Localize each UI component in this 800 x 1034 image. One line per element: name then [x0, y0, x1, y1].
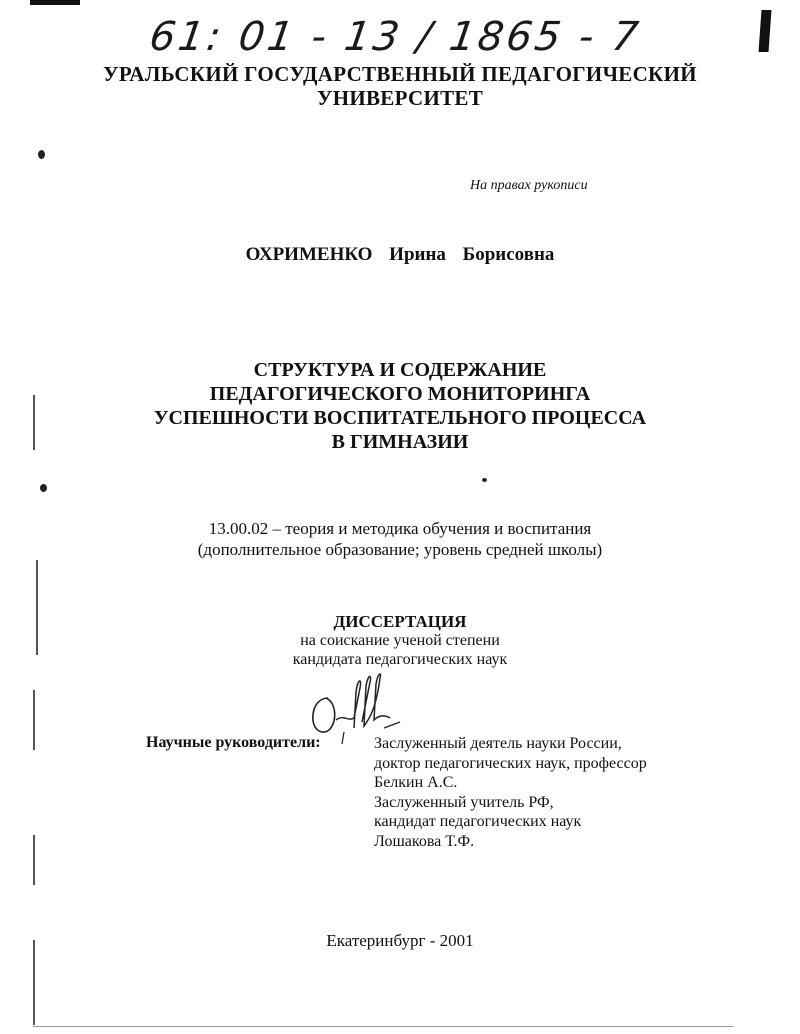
supervisors-label: Научные руководители:	[146, 734, 321, 751]
dissertation-block	[0, 612, 800, 669]
specialty-line: (дополнительное образование; уровень средней школы)	[197, 540, 603, 559]
specialty-line: 13.00.02 – теория и методика обучения и воспитания	[208, 519, 592, 538]
author-name: ОХРИМЕНКО Ирина Борисовна	[245, 244, 555, 265]
supervisor-line: доктор педагогических наук, профессор	[374, 754, 647, 772]
title-line: СТРУКТУРА И СОДЕРЖАНИЕ	[253, 359, 547, 381]
dissertation-line: на соискание ученой степени	[300, 632, 500, 649]
university-name	[0, 62, 800, 110]
title-line: УСПЕШНОСТИ ВОСПИТАТЕЛЬНОГО ПРОЦЕССА	[153, 407, 647, 429]
title-line: В ГИМНАЗИИ	[331, 431, 469, 453]
university-line: УНИВЕРСИТЕТ	[317, 86, 483, 110]
title-line: ПЕДАГОГИЧЕСКОГО МОНИТОРИНГА	[209, 383, 591, 405]
city-year: Екатеринбург - 2001	[326, 931, 474, 950]
scan-line-bottom	[33, 1026, 733, 1027]
manuscript-rights: На правах рукописи	[470, 178, 588, 193]
scan-line-left	[33, 690, 35, 750]
scan-speck	[38, 150, 45, 159]
supervisor-line: Заслуженный учитель РФ,	[374, 793, 554, 811]
scan-mark-top	[30, 0, 80, 5]
scan-speck	[40, 484, 47, 492]
archive-number-handwritten: 61: 01 - 13 / 1865 - 7	[146, 14, 644, 60]
dissertation-line: кандидата педагогических наук	[292, 651, 508, 668]
supervisor-line: Белкин А.С.	[374, 774, 458, 791]
supervisor-line: Заслуженный деятель науки России,	[374, 735, 622, 752]
university-line: УРАЛЬСКИЙ ГОСУДАРСТВЕННЫЙ ПЕДАГОГИЧЕСКИЙ	[103, 62, 697, 86]
scan-mark-right	[759, 10, 772, 52]
supervisor-line: Лошакова Т.Ф.	[374, 832, 475, 850]
specialty	[0, 518, 800, 560]
scan-line-left	[33, 940, 35, 1025]
scan-line-left	[33, 835, 35, 885]
scan-speck	[482, 478, 487, 482]
dissertation-title	[0, 358, 800, 454]
supervisors-list	[374, 734, 647, 851]
dissertation-heading: ДИССЕРТАЦИЯ	[333, 612, 467, 631]
supervisor-line: кандидат педагогических наук	[374, 813, 582, 830]
